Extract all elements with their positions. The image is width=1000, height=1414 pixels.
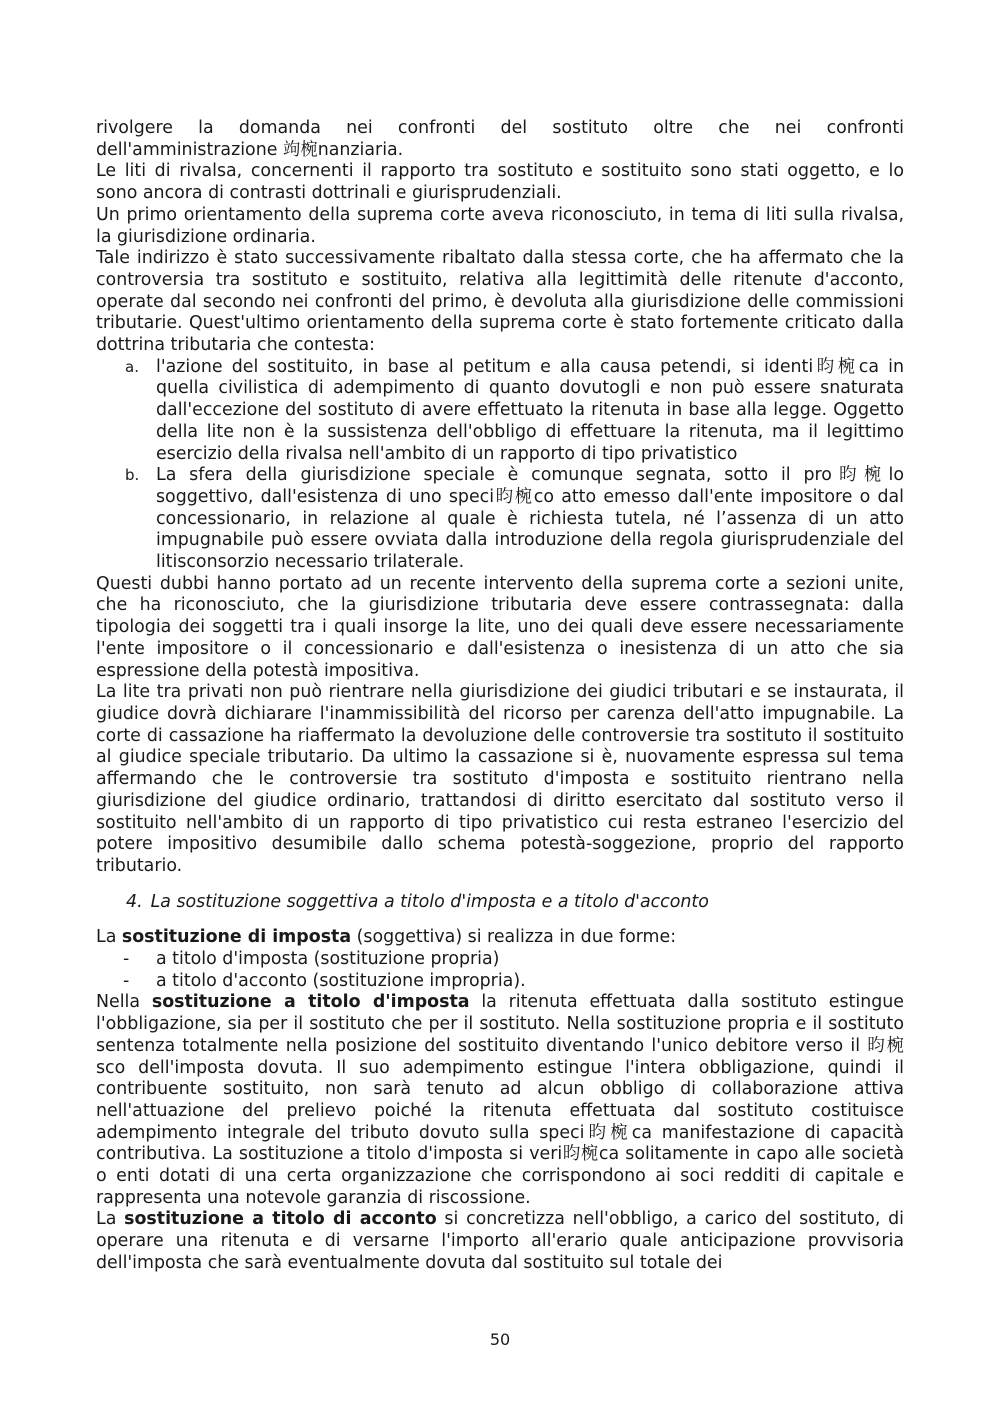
list-item bbox=[96, 465, 904, 574]
list-item-text: l'azione del sostituito, in base al petitum e alla causa petendi, si identi昀椀ca in quella civilistica di adempimento di quanto dovutogli e non può essere snaturata dall'eccezione del sostituto di avere effettuato la ritenuta in base alla legge. Oggetto della lite non è la sussistenza dell'obbligo di effettuare la ritenuta, ma il legittimo esercizio della rivalsa nell'ambito di un rapporto di tipo privatistico bbox=[156, 356, 904, 464]
list-item-text: a titolo d'acconto (sostituzione impropria). bbox=[156, 970, 526, 991]
dash-marker: - bbox=[123, 949, 130, 970]
text-run: La bbox=[96, 927, 122, 948]
list-marker: a. bbox=[125, 357, 139, 376]
list-item bbox=[96, 357, 904, 466]
bold-term: sostituzione a titolo di acconto bbox=[124, 1209, 437, 1230]
paragraph-dubbi: Questi dubbi hanno portato ad un recente intervento della suprema corte a sezioni unite, che ha riconosciuto, che la giurisdizione tributaria deve essere contrassegnata: dalla tipologia dei soggetti tra i quali insorge la lite, uno dei quali deve essere necessariamente l'ente impositore o il concessionario e dall'esistenza o inesistenza di un atto che sia espressione della potestà impositiva. bbox=[96, 573, 904, 681]
criticism-list bbox=[96, 357, 904, 574]
section-heading bbox=[96, 892, 904, 914]
forms-list bbox=[96, 949, 904, 992]
section-title: La sostituzione soggettiva a titolo d'imposta e a titolo d'acconto bbox=[150, 891, 709, 912]
section-number: 4. bbox=[126, 891, 143, 912]
paragraph-liti-rivalsa: Le liti di rivalsa, concernenti il rapporto tra sostituto e sostituito sono stati oggetto, e lo sono ancora di contrasti dottrinali e giurisprudenziali. bbox=[96, 161, 904, 204]
text-run: si concretizza nell'obbligo, a carico del sostituto, di operare una ritenuta e di versarne l'importo all'erario quale anticipazione provvisoria dell'imposta che sarà eventualmente dovuta dal sostituito sul totale dei bbox=[96, 1209, 904, 1273]
paragraph-titolo-acconto bbox=[96, 1209, 904, 1274]
page-number: 50 bbox=[489, 1330, 511, 1349]
text-run: La bbox=[96, 1209, 125, 1230]
paragraph-intro-line2: dell'amministrazione 竘椀nanziaria. bbox=[96, 139, 404, 160]
bold-term: sostituzione a titolo d'imposta bbox=[151, 992, 470, 1013]
paragraph-lite-privati: La lite tra privati non può rientrare nella giurisdizione dei giudici tributari e se instaurata, il giudice dovrà dichiarare l'inammissibilità del ricorso per carenza dell'atto impugnabile. La corte di cassazione ha riaffermato la devoluzione delle controversie tra sostituto il sostituito al giudice speciale tributario. Da ultimo la cassazione si è, nuovamente espressa sul tema affermando che le controversie tra sostituto d'imposta e sostituito rientrano nella giurisdizione del giudice ordinario, trattandosi di diritto esercitato dal sostituto verso il sostituito nell'ambito di un rapporto di tipo privatistico cui resta estraneo l'esercizio del potere impositivo desumibile dallo schema potestà-soggezione, proprio del rapporto tributario. bbox=[96, 682, 904, 876]
list-item bbox=[96, 971, 904, 993]
list-item-text: a titolo d'imposta (sostituzione propria) bbox=[156, 949, 500, 970]
text-run: la ritenuta effettuata dalla sostituto estingue l'obbligazione, sia per il sostituto che per il sostituto. Nella sostituzione propria e il sostituto sentenza totalmente nella posizione del sostituito diventando l'unico debitore verso il 昀椀sco dell'imposta dovuta. Il suo adempimento estingue l'intera obbligazione, quindi il contribuente sostituito, non sarà tenuto ad alcun obbligo di collaborazione attiva nell'attuazione del prelievo poiché la ritenuta effettuata dal sostituto costituisce adempimento integrale del tributo dovuto sulla speci昀椀ca manifestazione di capacità contributiva. La sostituzione a titolo d'imposta si veri昀椀ca solitamente in capo alle società o enti dotati di una certa organizzazione che corrispondono ai soci redditi di capitale e rappresenta una notevole garanzia di riscossione. bbox=[96, 992, 904, 1208]
bold-term: sostituzione di imposta bbox=[121, 927, 352, 948]
list-marker: b. bbox=[125, 466, 140, 485]
document-body bbox=[96, 118, 904, 1275]
text-run: Nella bbox=[96, 992, 152, 1013]
paragraph-titolo-imposta bbox=[96, 992, 904, 1209]
paragraph-intro-line1: rivolgere la domanda nei confronti del sostituto oltre che nei confronti bbox=[96, 118, 904, 138]
list-item bbox=[96, 949, 904, 971]
paragraph-indirizzo: Tale indirizzo è stato successivamente ribaltato dalla stessa corte, che ha affermato che la controversia tra sostituto e sostituito, relativa alla legittimità delle ritenute d'acconto, operate dal secondo nei confronti del primo, è devoluta alla giurisdizione delle commissioni tributarie. Quest'ultimo orientamento della suprema corte è stato fortemente criticato dalla dottrina tributaria che contesta: bbox=[96, 248, 904, 356]
text-run: (soggettiva) si realizza in due forme: bbox=[351, 927, 677, 948]
list-item-text: La sfera della giurisdizione speciale è comunque segnata, sotto il pro昀椀lo soggettivo, dall'esistenza di uno speci昀椀co atto emesso dall'ente impositore o dal concessionario, in relazione al quale è richiesta tutela, né l’assenza di un atto impugnabile può essere ovviata dalla introduzione della regola giurisprudenziale del litisconsorzio necessario trilaterale. bbox=[156, 465, 904, 573]
paragraph-primo-orientamento: Un primo orientamento della suprema corte aveva riconosciuto, in tema di liti sulla rivalsa, la giurisdizione ordinaria. bbox=[96, 204, 904, 247]
dash-marker: - bbox=[123, 970, 130, 991]
paragraph-forme bbox=[96, 927, 904, 949]
